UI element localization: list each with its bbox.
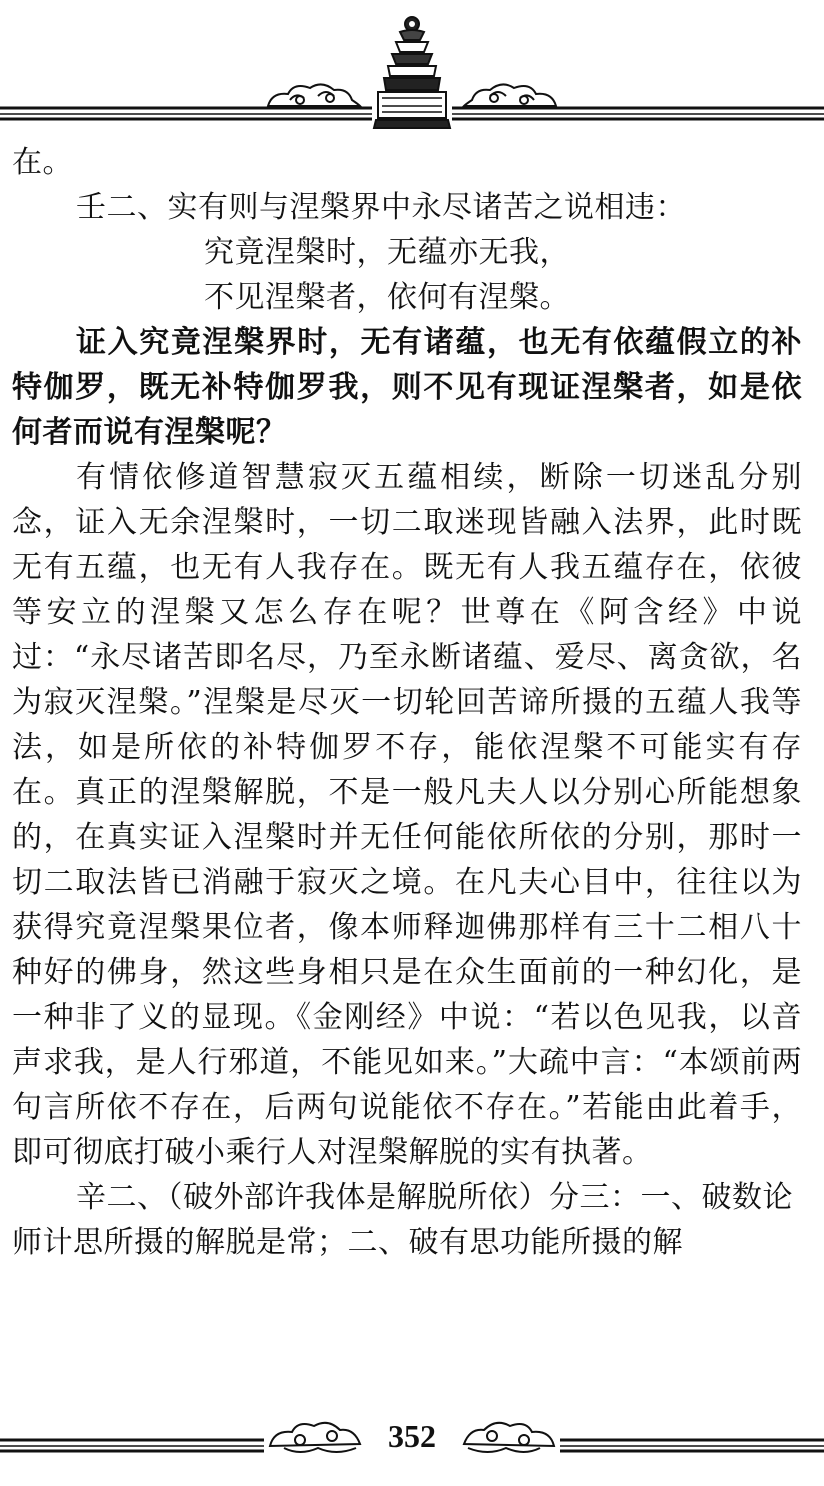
next-section-heading: 辛二、（破外部许我体是解脱所依）分三：一、破数论师计思所摄的解脱是常；二、破有思功能所摄的解 [12, 1180, 793, 1260]
explanation-paragraph: 有情依修道智慧寂灭五蕴相续，断除一切迷乱分别念，证入无余涅槃时，一切二取迷现皆融入法界，此时既无有五蕴，也无有人我存在。既无有人我五蕴存在，依彼等安立的涅槃又怎么存在呢？世尊在《阿含经》中说过：“永尽诸苦即名尽，乃至永断诸蕴、爱尽、离贪欲，名为寂灭涅槃。”涅槃是尽灭一切轮回苦谛所摄的五蕴人我等法，如是所依的补特伽罗不存，能依涅槃不可能实有存在。真正的涅槃解脱，不是一般凡夫人以分别心所能想象的，在真实证入涅槃时并无任何能依所依的分别，那时一切二取法皆已消融于寂灭之境。在凡夫心目中，往往以为获得究竟涅槃果位者，像本师释迦佛那样有三十二相八十种好的佛身，然这些身相只是在众生面前的一种幻化，是一种非了义的显现。《金刚经》中说：“若以色见我，以音声求我，是人行邪道，不能见如来。”大疏中言：“本颂前两句言所依不存在，后两句说能依不存在。”若能由此着手，即可彻底打破小乘行人对涅槃解脱的实有执著。 [12, 460, 802, 1170]
cloud-scroll-icon [268, 84, 360, 106]
cloud-scroll-icon [464, 84, 556, 106]
commentary-paragraph: 证入究竟涅槃界时，无有诸蕴，也无有依蕴假立的补特伽罗，既无补特伽罗我，则不见有现证涅槃者，如是依何者而说有涅槃呢？ [12, 325, 802, 450]
verse-line: 究竟涅槃时，无蕴亦无我， [204, 235, 570, 270]
continuation-text: 在。 [12, 145, 73, 180]
section-heading: 壬二、实有则与涅槃界中永尽诸苦之说相违： [76, 190, 686, 225]
verse-line: 不见涅槃者，依何有涅槃。 [204, 280, 570, 315]
stupa-icon [372, 0, 452, 132]
page-header-ornament [0, 0, 824, 135]
page-body [12, 140, 802, 1265]
page-number: 352 [388, 1418, 436, 1454]
